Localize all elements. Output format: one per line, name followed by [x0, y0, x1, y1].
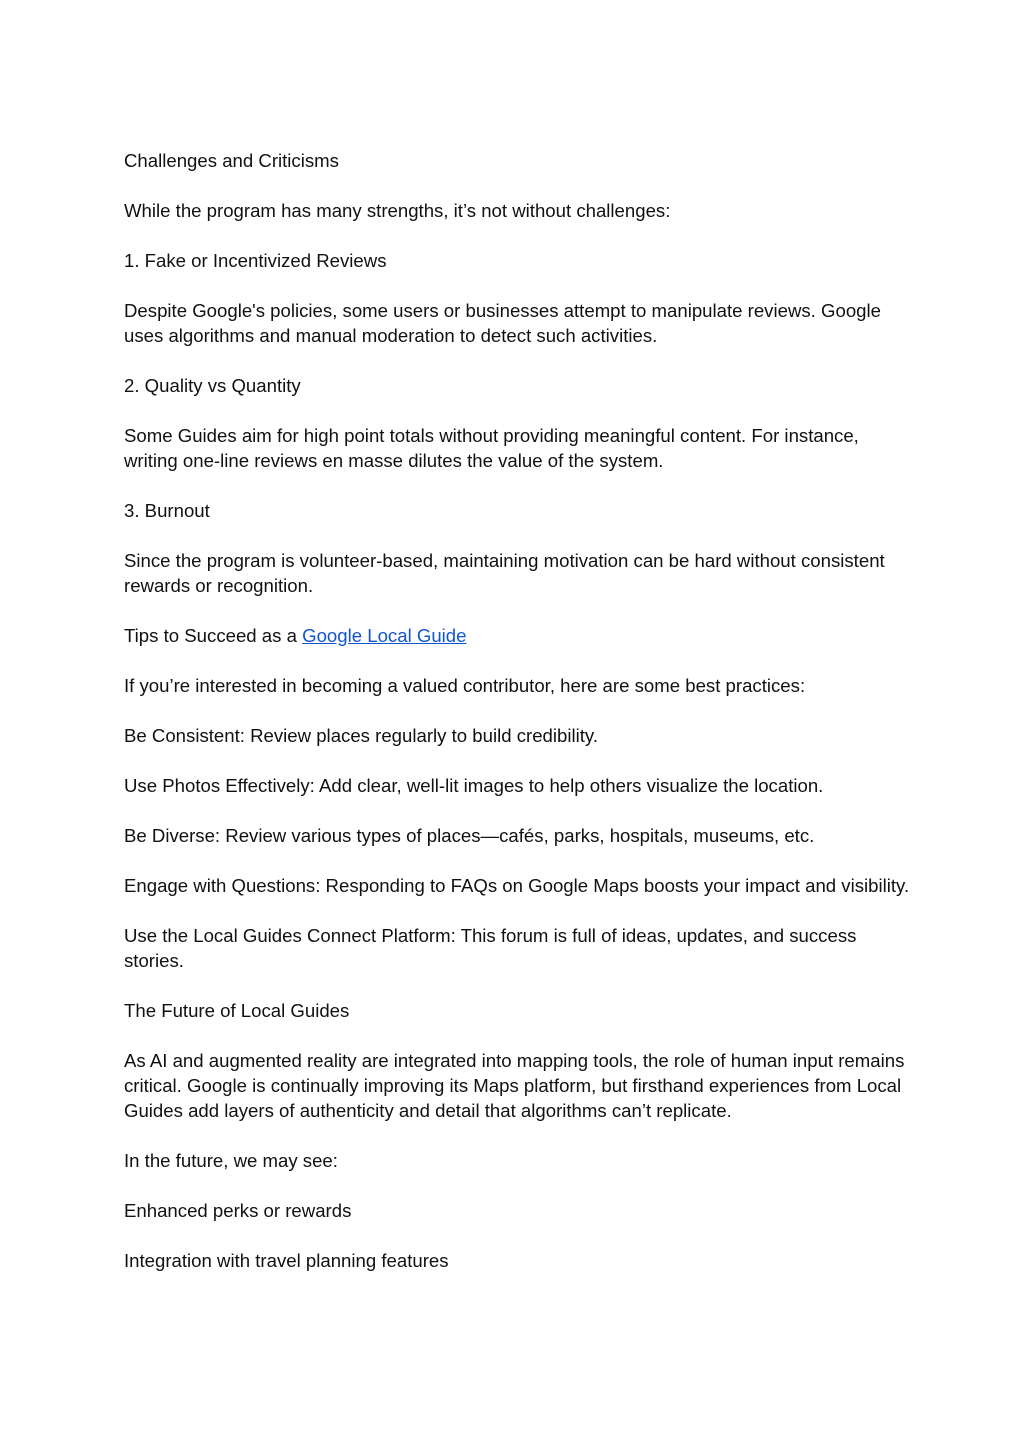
challenge-3-title: 3. Burnout	[124, 500, 210, 521]
tip-2: Use Photos Effectively: Add clear, well-lit images to help others visualize the location.	[124, 775, 824, 796]
section-heading-challenges: Challenges and Criticisms	[124, 150, 339, 171]
tip-1: Be Consistent: Review places regularly to build credibility.	[124, 725, 599, 746]
section-heading-tips	[124, 623, 914, 648]
challenge-3-body: Since the program is volunteer-based, maintaining motivation can be hard without consistent rewards or recognition.	[124, 550, 885, 596]
tip-4: Engage with Questions: Responding to FAQs on Google Maps boosts your impact and visibility.	[124, 875, 910, 896]
google-local-guide-link[interactable]: Google Local Guide	[302, 625, 467, 646]
future-body: As AI and augmented reality are integrated into mapping tools, the role of human input remains critical. Google is continually improving its Maps platform, but firsthand experiences from Local Guides add layers of authenticity and detail that algorithms can’t replicate.	[124, 1050, 905, 1121]
challenge-2-body: Some Guides aim for high point totals without providing meaningful content. For instance, writing one-line reviews en masse dilutes the value of the system.	[124, 425, 859, 471]
section-heading-future: The Future of Local Guides	[124, 1000, 350, 1021]
challenge-1-title: 1. Fake or Incentivized Reviews	[124, 250, 387, 271]
future-item-1: Enhanced perks or rewards	[124, 1200, 352, 1221]
tips-heading-prefix: Tips to Succeed as a	[124, 625, 303, 646]
tips-intro: If you’re interested in becoming a valued contributor, here are some best practices:	[124, 675, 806, 696]
challenges-intro: While the program has many strengths, it’s not without challenges:	[124, 200, 671, 221]
tip-5: Use the Local Guides Connect Platform: This forum is full of ideas, updates, and success stories.	[124, 925, 857, 971]
document-page	[124, 148, 914, 1298]
tip-3: Be Diverse: Review various types of places—cafés, parks, hospitals, museums, etc.	[124, 825, 815, 846]
future-item-2: Integration with travel planning features	[124, 1250, 449, 1271]
future-intro: In the future, we may see:	[124, 1150, 338, 1171]
challenge-1-body: Despite Google's policies, some users or businesses attempt to manipulate reviews. Google uses algorithms and manual moderation to detect such activities.	[124, 300, 881, 346]
challenge-2-title: 2. Quality vs Quantity	[124, 375, 301, 396]
